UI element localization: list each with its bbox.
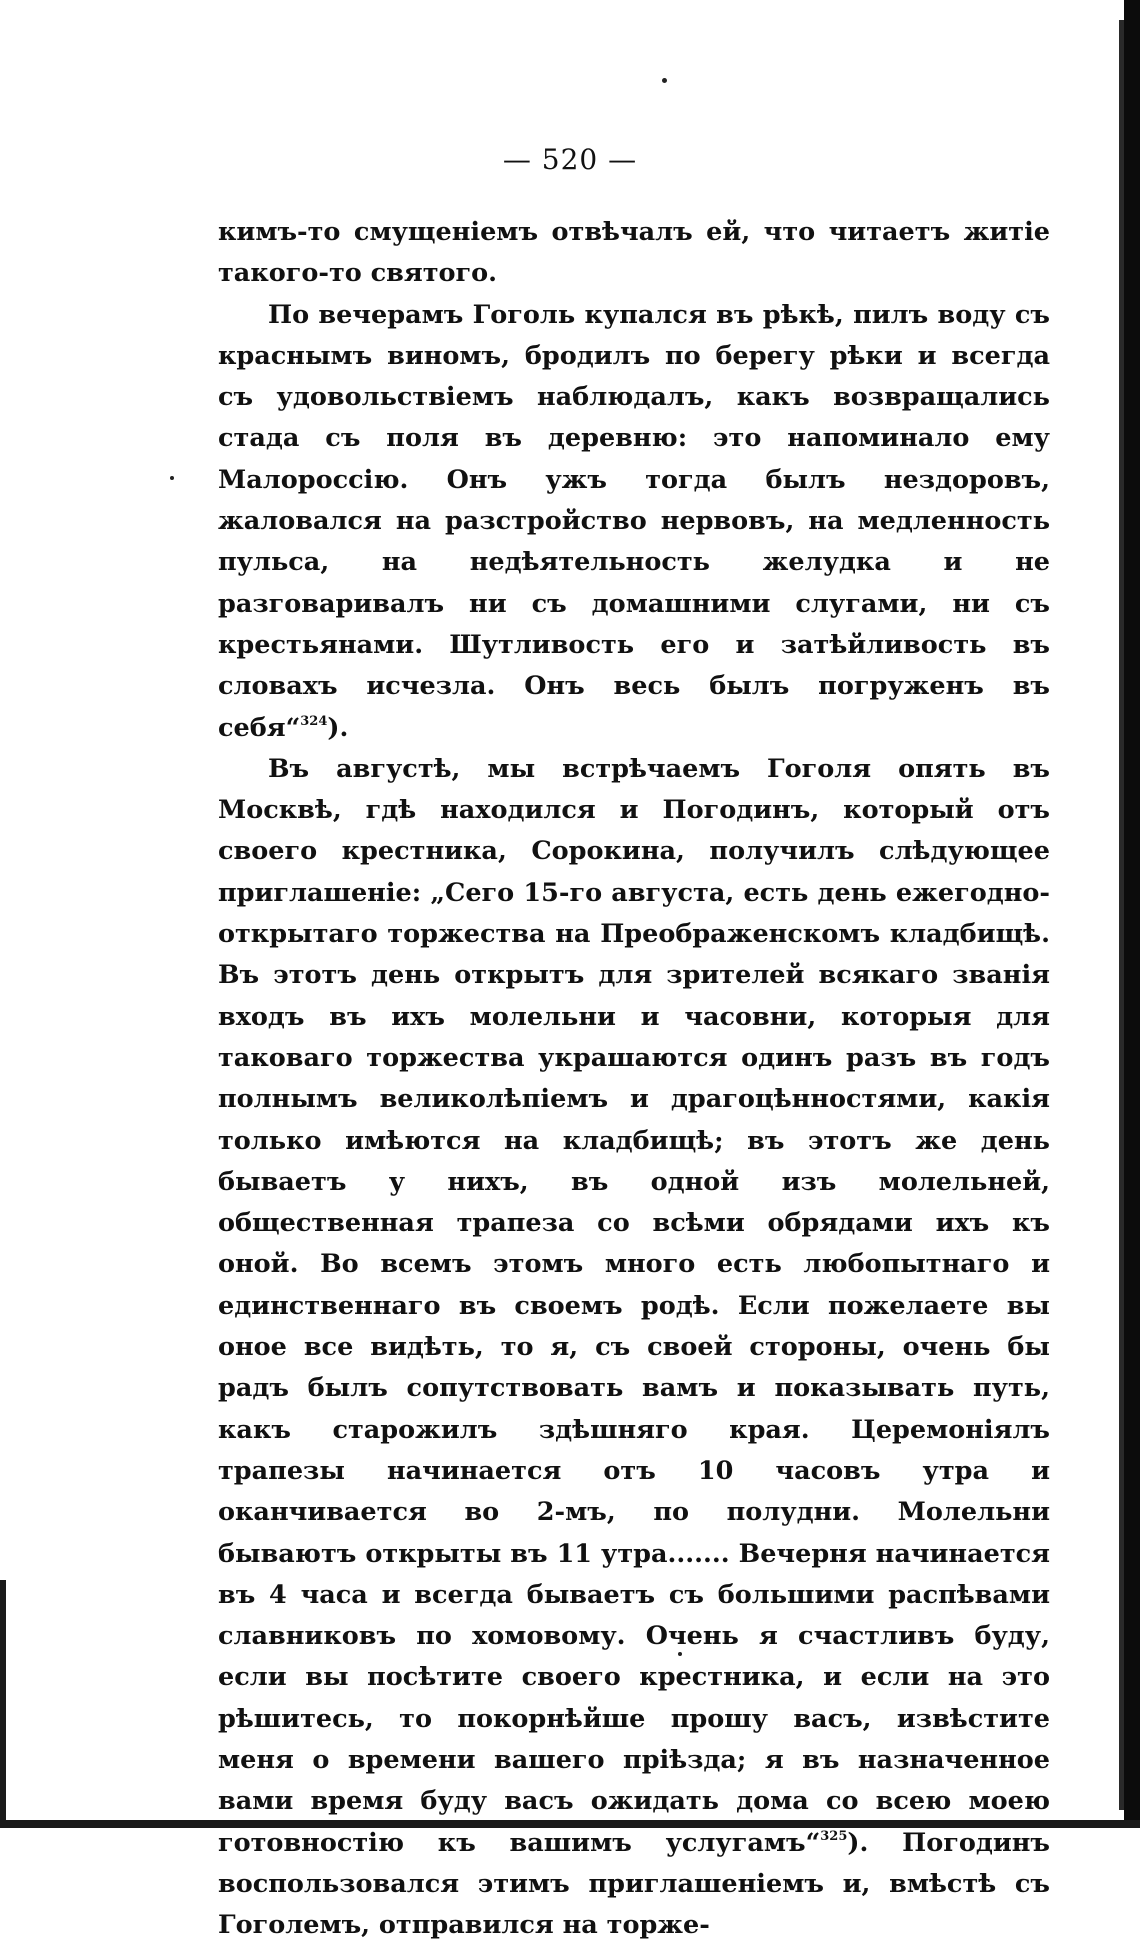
paragraph-2: [218, 295, 1050, 749]
paragraph-3: [218, 749, 1050, 1946]
footnote-reference: 325: [820, 1828, 848, 1844]
scan-edge-shadow: [1119, 20, 1124, 1810]
paragraph-text: По вечерамъ Гоголь купался въ рѣкѣ, пилъ воду съ краснымъ виномъ, бродилъ по берегу рѣки и всегда съ удовольствіемъ наблюдалъ, какъ возвращались стада съ поля въ деревню: это напоминало ему Малороссію. Онъ ужъ тогда былъ нездоровъ, жаловался на разстройство нервовъ, на медленность пульса, на недѣятельность желудка и не разговаривалъ ни съ домашними слугами, ни съ крестьянами. Шутливость его и затѣйливость въ словахъ исчезла. Онъ весь былъ погруженъ въ себя“: [218, 299, 1050, 743]
paragraph-text: ). Погодинъ воспользовался этимъ приглашеніемъ и, вмѣстѣ съ Гоголемъ, отправился на торже-: [218, 1827, 1050, 1941]
paragraph-text: ).: [327, 712, 349, 743]
paragraph-text: Въ августѣ, мы встрѣчаемъ Гоголя опять въ Москвѣ, гдѣ находился и Погодинъ, который отъ своего крестника, Сорокина, получилъ слѣдующее приглашеніе: „Сего 15-го августа, есть день ежегодно-открытаго торжества на Преображенскомъ кладбищѣ. Въ этотъ день открытъ для зрителей всякаго званія входъ въ ихъ молельни и часовни, которыя для таковаго торжества украшаются одинъ разъ въ годъ полнымъ великолѣпіемъ и драгоцѣнностями, какія только имѣются на кладбищѣ; въ этотъ же день бываетъ у нихъ, въ одной изъ молельней, общественная трапеза со всѣми обрядами ихъ къ оной. Во всемъ этомъ много есть любопытнаго и единственнаго въ своемъ родѣ. Если пожелаете вы оное все видѣть, то я, съ своей стороны, очень бы радъ былъ сопутствовать вамъ и показывать путь, какъ старожилъ здѣшняго края. Церемоніялъ трапезы начинается отъ 10 часовъ утра и оканчивается во 2-мъ, по полудни. Молельни бываютъ открыты въ 11 утра....... Вечерня начинается въ 4 часа и всегда бываетъ съ большими распѣвами славниковъ по хомовому. Очень я счастливъ буду, если вы посѣтите своего крестника, и если на это рѣшитесь, то покорнѣйше прошу васъ, извѣстите меня о времени вашего пріѣзда; я въ назначенное вами время буду васъ ожидать дома со всею моею готовностію къ вашимъ услугамъ“: [218, 753, 1050, 1858]
paragraph-text: кимъ-то смущеніемъ отвѣчалъ ей, что читаетъ житіе такого-то святого.: [218, 217, 1050, 289]
page-number: — 520 —: [502, 143, 638, 176]
scan-speck: [662, 78, 667, 83]
scan-edge-right: [1124, 0, 1140, 1828]
scan-edge-left: [0, 1580, 6, 1828]
paragraph-1: [218, 212, 1050, 295]
footnote-reference: 324: [300, 713, 328, 729]
page-body: [218, 212, 1050, 1946]
scan-speck: [170, 476, 174, 480]
